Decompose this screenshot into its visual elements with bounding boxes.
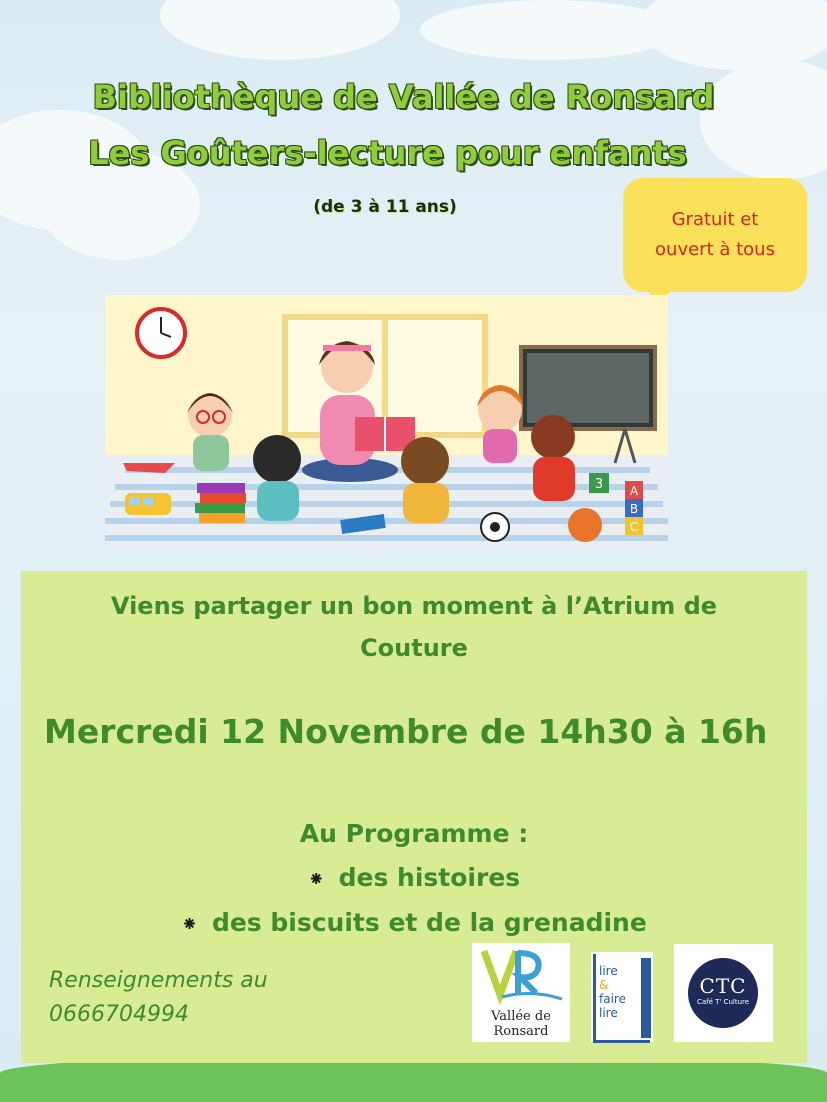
program-item bbox=[21, 901, 807, 946]
cloud bbox=[420, 0, 680, 60]
vallee-label-1: Vallée de bbox=[491, 1009, 551, 1024]
lire-label-2: lire bbox=[599, 1006, 618, 1020]
age-range: (de 3 à 11 ans) bbox=[313, 197, 457, 217]
vallee-label-2: Ronsard bbox=[493, 1024, 549, 1039]
invite-line-2: Couture bbox=[360, 634, 468, 662]
block-label: 3 bbox=[594, 477, 604, 492]
block-label: C bbox=[629, 520, 639, 534]
program bbox=[21, 812, 807, 946]
invite-text bbox=[21, 585, 807, 669]
title-line-2: Les Goûters-lecture pour enfants bbox=[88, 134, 687, 172]
program-title: Au Programme : bbox=[299, 819, 529, 848]
program-item-label: des biscuits et de la grenadine bbox=[211, 908, 647, 937]
soccer-ball-icon bbox=[481, 513, 509, 541]
asterisk-icon: ⁕ bbox=[181, 912, 198, 936]
ctc-sub-label: Café T' Culture bbox=[696, 998, 750, 1006]
reading-illustration bbox=[105, 295, 668, 550]
faire-label: faire bbox=[599, 992, 626, 1006]
free-access-bubble bbox=[623, 178, 807, 292]
contact-info bbox=[49, 964, 268, 1032]
event-date: Mercredi 12 Novembre de 14h30 à 16h bbox=[44, 712, 768, 751]
ctc-label: CTC bbox=[699, 974, 747, 998]
clock-icon bbox=[137, 309, 185, 357]
lire-et-faire-lire-logo bbox=[591, 952, 653, 1042]
bubble-line-1: Gratuit et bbox=[671, 209, 759, 230]
contact-phone: 0666704994 bbox=[49, 1002, 189, 1027]
program-item bbox=[21, 856, 807, 901]
asterisk-icon: ⁕ bbox=[307, 867, 325, 891]
vr-logo-mark bbox=[472, 943, 570, 1005]
bubble-line-2: ouvert à tous bbox=[655, 239, 775, 260]
block-label: B bbox=[629, 502, 639, 516]
program-item-label: des histoires bbox=[338, 863, 521, 892]
lire-label: lire bbox=[599, 964, 618, 978]
lire-amp: & bbox=[599, 978, 609, 992]
contact-line-1: Renseignements au bbox=[49, 968, 268, 993]
cloud bbox=[160, 0, 400, 60]
invite-line-1: Viens partager un bon moment à l’Atrium de bbox=[110, 592, 718, 620]
vallee-de-ronsard-logo bbox=[472, 943, 570, 1042]
title-line-1: Bibliothèque de Vallée de Ronsard bbox=[92, 78, 715, 116]
book-icon bbox=[355, 417, 415, 451]
block-label: A bbox=[629, 484, 639, 498]
cafe-t-culture-logo bbox=[674, 944, 773, 1042]
